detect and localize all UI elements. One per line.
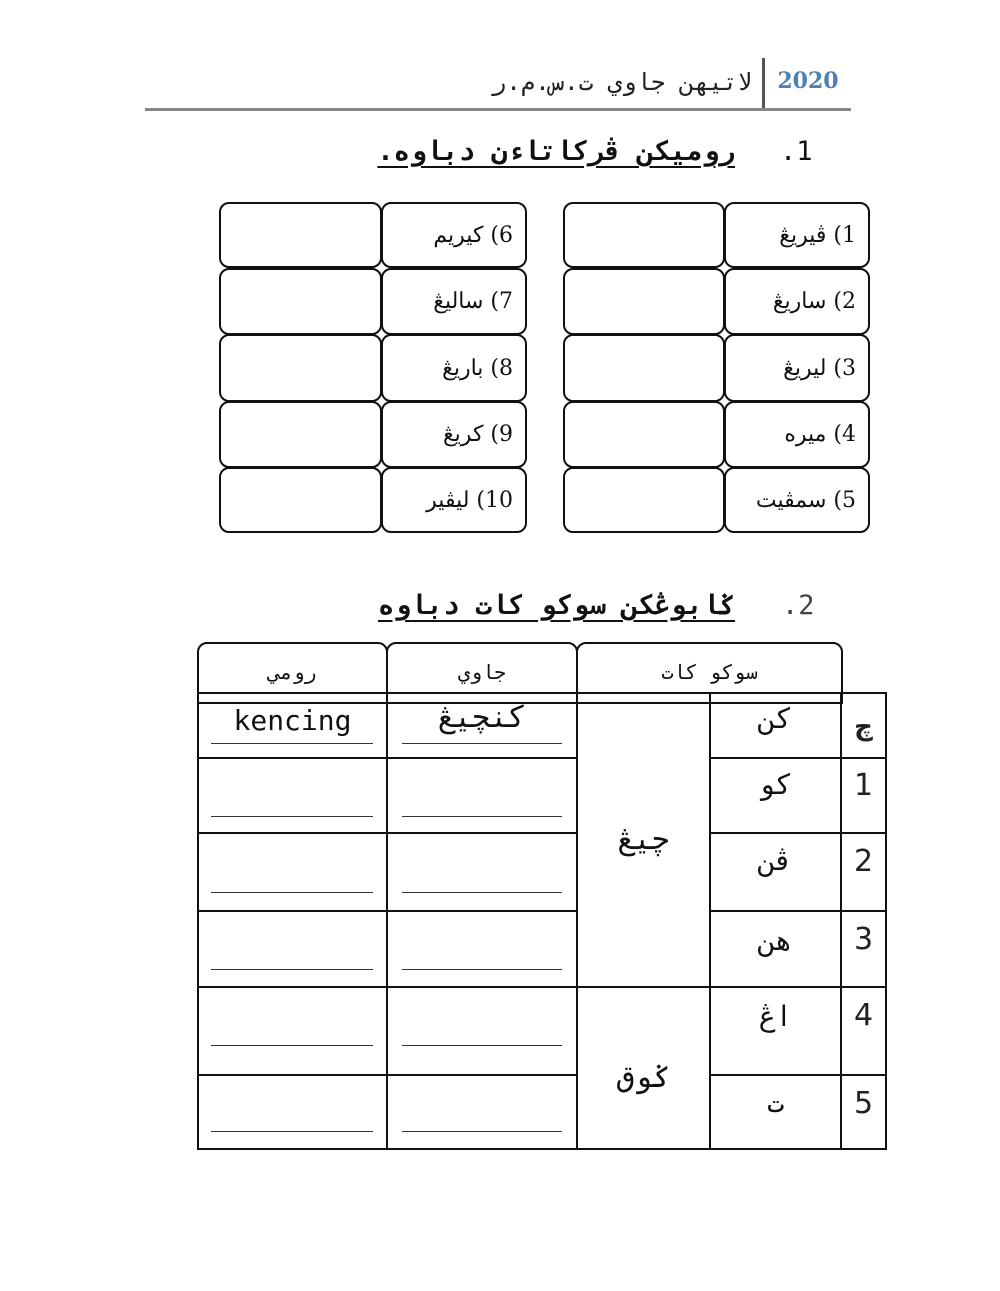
example-jawi-line (402, 743, 562, 744)
rumi-answer-4[interactable] (211, 1045, 373, 1046)
example-jawi: کنچيڠ (437, 700, 527, 735)
row-number-4: 4 (853, 998, 874, 1033)
section2-title: ݢابوڠکن سوکو کات دباوه (377, 590, 735, 621)
col-line (386, 692, 388, 1150)
syllable-5: ت (767, 1086, 784, 1119)
col-line (840, 692, 842, 1150)
header-suku-label: سوکو کات (661, 660, 758, 684)
group-divider (576, 986, 711, 988)
answer-box-8[interactable] (219, 334, 382, 402)
label-cell-5 (724, 467, 870, 533)
label-cell-8 (381, 334, 527, 402)
row-number-3: 3 (853, 922, 874, 957)
word-label: 9) کريڠ (442, 422, 513, 447)
rumi-answer-3[interactable] (211, 969, 373, 970)
row-line (709, 1074, 887, 1076)
label-cell-2 (724, 268, 870, 335)
header-jawi-label: جاوي (457, 660, 507, 684)
jawi-answer-4[interactable] (402, 1045, 562, 1046)
row-line (197, 910, 578, 912)
header-rumi-label: رومي (268, 660, 317, 684)
example-marker: چ (854, 712, 873, 742)
header-year: 2020 (777, 68, 839, 94)
syllable-2: ڤن (758, 844, 793, 877)
jawi-answer-5[interactable] (402, 1131, 562, 1132)
label-cell-7 (381, 268, 527, 335)
answer-box-6[interactable] (219, 202, 382, 268)
word-label: 7) ساليڠ (433, 289, 513, 314)
col-line (197, 692, 199, 1150)
answer-box-2[interactable] (563, 268, 725, 335)
row-line (197, 986, 578, 988)
syllable-3: هن (758, 924, 793, 957)
row-line (709, 986, 887, 988)
label-cell-10 (381, 467, 527, 533)
col-line (709, 692, 711, 1150)
label-cell-1 (724, 202, 870, 268)
answer-box-7[interactable] (219, 268, 382, 335)
table-bottom-rule (197, 1148, 887, 1150)
header-divider (762, 58, 765, 108)
row-number-1: 1 (853, 768, 874, 803)
rumi-answer-2[interactable] (211, 892, 373, 893)
word-label: 5) سمڤيت (755, 487, 856, 513)
row-line (197, 832, 578, 834)
word-label: 4) ميره (784, 422, 856, 447)
section1-title: روميکن ڤرکاتاءن دباوه. (377, 136, 735, 167)
section1-number: .1 (780, 136, 813, 167)
row-line (709, 910, 887, 912)
row-line (197, 757, 578, 759)
answer-box-9[interactable] (219, 401, 382, 468)
shared-syllable-2: ݢوق (616, 1060, 671, 1095)
row-line (709, 757, 887, 759)
jawi-answer-1[interactable] (402, 816, 562, 817)
answer-box-10[interactable] (219, 467, 382, 533)
answer-box-4[interactable] (563, 401, 725, 468)
row-number-2: 2 (853, 844, 874, 879)
row-line (197, 1074, 578, 1076)
word-label: 1) ڤيريڠ (779, 222, 856, 248)
example-rumi: kencing (233, 704, 352, 737)
jawi-answer-2[interactable] (402, 892, 562, 893)
label-cell-3 (724, 334, 870, 402)
jawi-answer-3[interactable] (402, 969, 562, 970)
row-line (709, 832, 887, 834)
example-syllable: کن (758, 702, 793, 735)
table-top-rule (197, 692, 887, 694)
label-cell-9 (381, 401, 527, 468)
rumi-answer-5[interactable] (211, 1131, 373, 1132)
word-label: 3) ليريڠ (783, 355, 856, 381)
syllable-1: کو (758, 768, 793, 801)
row-number-5: 5 (853, 1086, 874, 1121)
section2-number: .2 (782, 590, 815, 621)
header-title: لاتيهن جاوي ت.س.م.ر (491, 68, 752, 96)
label-cell-6 (381, 202, 527, 268)
header-rule (145, 108, 851, 111)
syllable-4: اڠ (758, 1000, 793, 1033)
col-line (885, 692, 887, 1150)
word-label: 10) ليڤير (426, 487, 513, 513)
rumi-answer-1[interactable] (211, 816, 373, 817)
shared-syllable-1: چيڠ (617, 822, 670, 857)
label-cell-4 (724, 401, 870, 468)
answer-box-1[interactable] (563, 202, 725, 268)
answer-box-3[interactable] (563, 334, 725, 402)
word-label: 6) کيريم (433, 222, 513, 248)
example-rumi-line (211, 743, 373, 744)
answer-box-5[interactable] (563, 467, 725, 533)
word-label: 8) باريڠ (442, 355, 513, 381)
word-label: 2) ساريڠ (772, 289, 856, 314)
